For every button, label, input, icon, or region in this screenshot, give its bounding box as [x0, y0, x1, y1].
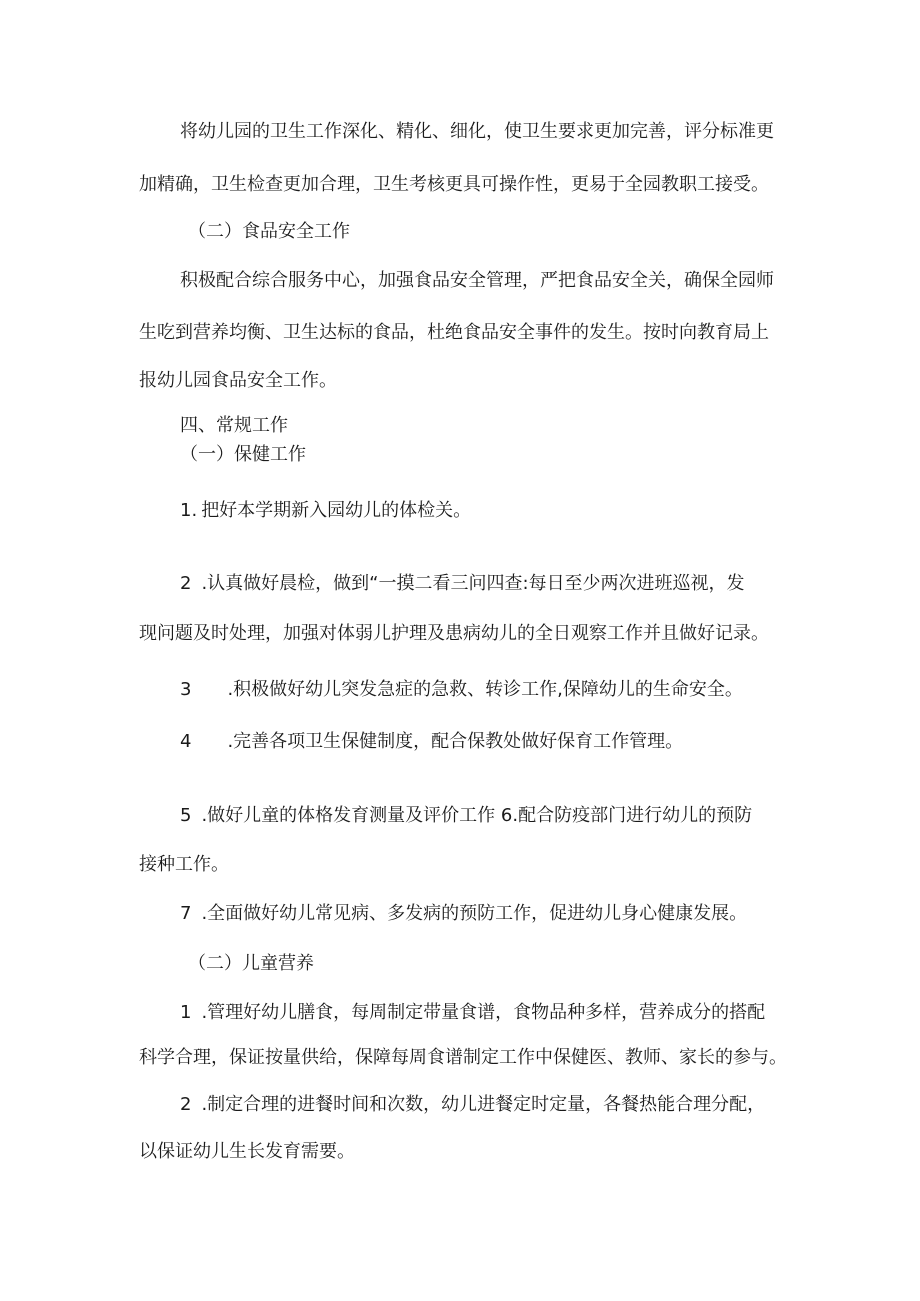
health-item-text: 把好本学期新入园幼儿的体检关。 — [201, 500, 472, 521]
nutrition-item-text: .制定合理的进餐时间和次数，幼儿进餐定时定量，各餐热能合理分配， — [201, 1094, 766, 1115]
nutrition-item-2 — [180, 1092, 765, 1118]
nutrition-item-2-continuation: 以保证幼儿生长发育需要。 — [139, 1141, 355, 1162]
health-item-4 — [180, 729, 683, 755]
paragraph-food-safety-line-3: 报幼儿园食品安全工作。 — [139, 370, 337, 391]
nutrition-item-1 — [180, 1000, 765, 1026]
health-item-text: .全面做好幼儿常见病、多发病的预防工作，促进幼儿身心健康发展。 — [201, 903, 748, 924]
paragraph-food-safety-line-1: 积极配合综合服务中心，加强食品安全管理，严把食品安全关，确保全园师 — [180, 270, 774, 291]
health-item-2 — [180, 571, 745, 597]
health-item-number: 4 — [180, 731, 192, 752]
nutrition-item-number: 2 — [180, 1094, 192, 1115]
health-item-text: .认真做好晨检，做到“一摸二看三问四查:每日至少两次进班巡视，发 — [201, 573, 745, 594]
health-item-text: .完善各项卫生保健制度，配合保教处做好保育工作管理。 — [227, 731, 684, 752]
health-item-5 — [180, 803, 752, 829]
nutrition-item-number: 1 — [180, 1002, 192, 1023]
paragraph-hygiene-line-2: 加精确，卫生检查更加合理，卫生考核更具可操作性，更易于全园教职工接受。 — [139, 174, 769, 195]
heading-food-safety: （二）食品安全工作 — [188, 221, 350, 242]
health-item-2-continuation: 现问题及时处理，加强对体弱儿护理及患病幼儿的全日观察工作并且做好记录。 — [139, 623, 769, 644]
heading-child-nutrition: （二）儿童营养 — [188, 953, 314, 974]
health-item-1 — [180, 498, 471, 524]
health-item-text: .积极做好幼儿突发急症的急救、转诊工作,保障幼儿的生命安全。 — [227, 679, 743, 700]
heading-health-care: （一）保健工作 — [180, 444, 306, 465]
health-item-7 — [180, 901, 747, 927]
health-item-number: 3 — [180, 679, 192, 700]
health-item-text: .做好儿童的体格发育测量及评价工作 6.配合防疫部门进行幼儿的预防 — [201, 805, 753, 826]
health-item-number: 2 — [180, 573, 192, 594]
paragraph-food-safety-line-2: 生吃到营养均衡、卫生达标的食品，杜绝食品安全事件的发生。按时向教育局上 — [139, 322, 769, 343]
nutrition-item-text: .管理好幼儿膳食，每周制定带量食谱，食物品种多样，营养成分的搭配 — [201, 1002, 766, 1023]
health-item-3 — [180, 677, 743, 703]
paragraph-hygiene-line-1: 将幼儿园的卫生工作深化、精化、细化，使卫生要求更加完善，评分标准更 — [180, 121, 774, 142]
health-item-number: 1. — [180, 500, 198, 521]
health-item-number: 7 — [180, 903, 192, 924]
nutrition-item-1-continuation: 科学合理，保证按量供给，保障每周食谱制定工作中保健医、教师、家长的参与。 — [139, 1047, 787, 1068]
health-item-5-continuation: 接种工作。 — [139, 854, 229, 875]
heading-routine-work: 四、常规工作 — [180, 415, 288, 436]
health-item-number: 5 — [180, 805, 192, 826]
